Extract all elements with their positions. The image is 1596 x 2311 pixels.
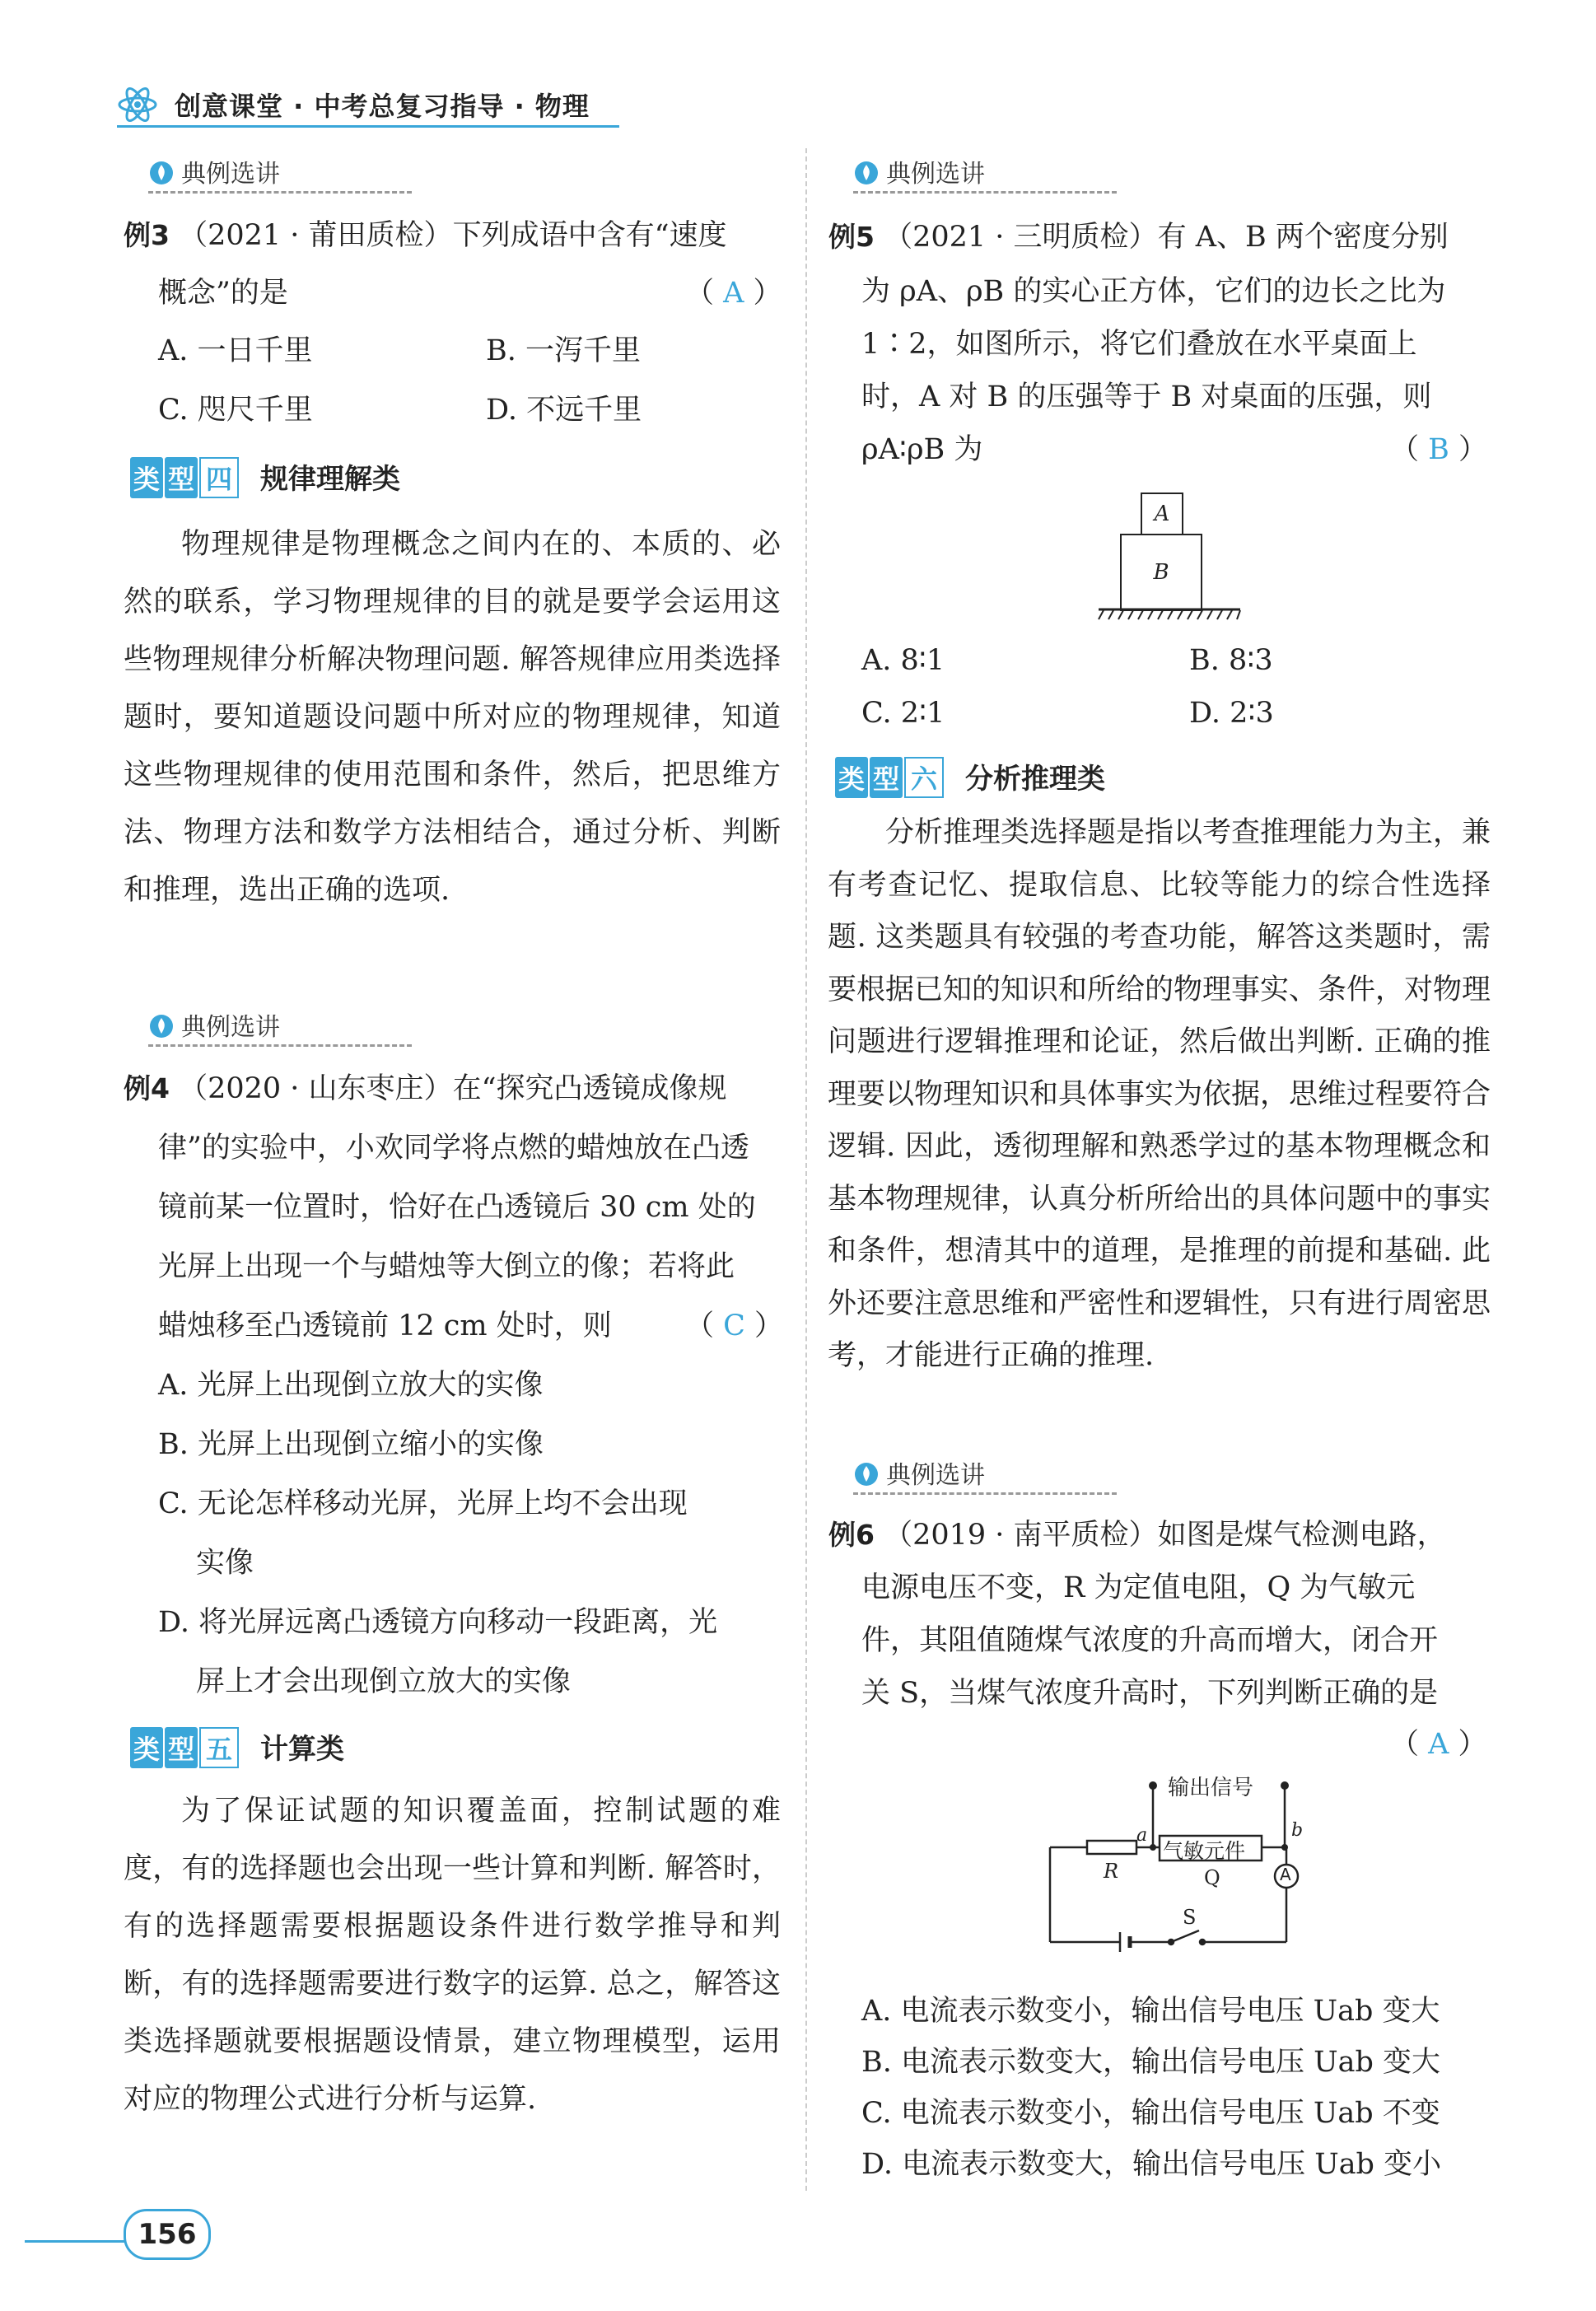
- sensor-label: 气敏元件: [1163, 1839, 1246, 1863]
- ex5-question-2: 为 ρA、ρB 的实心正方体，它们的边长之比为: [861, 275, 1446, 308]
- ex3-option-a: A. 一日千里: [158, 334, 313, 367]
- ex5-label: 例5: [828, 221, 875, 253]
- section-4-badge-2: 型: [165, 457, 198, 498]
- block-b: [1120, 534, 1202, 611]
- ex6-answer-value: A: [1428, 1728, 1449, 1761]
- flame-icon: [148, 1012, 175, 1045]
- example-tag-label: 典例选讲: [181, 1013, 280, 1042]
- section-6-badge-1: 类: [835, 757, 868, 798]
- section-6-badge-3: 六: [904, 757, 944, 798]
- flame-icon: [853, 159, 880, 192]
- ex6-option-c: C. 电流表示数变小，输出信号电压 Uab 不变: [861, 2097, 1440, 2130]
- example-tag: [853, 153, 985, 188]
- ex4-option-b: B. 光屏上出现倒立缩小的实像: [158, 1428, 544, 1461]
- section-6-heading: [835, 756, 1105, 798]
- ex3-line-1: [124, 212, 726, 254]
- ex5-source: （2021 · 三明质检）: [884, 221, 1158, 254]
- ex3-answer: （ A ）: [685, 277, 782, 310]
- stacked-blocks-figure: [1095, 486, 1244, 626]
- section-6-title: 分析推理类: [965, 763, 1106, 796]
- flame-icon: [853, 1460, 880, 1493]
- ex3-answer-value: A: [723, 277, 744, 310]
- ex6-source: （2019 · 南平质检）: [884, 1519, 1158, 1552]
- ex6-answer: （ A ）: [1390, 1728, 1487, 1761]
- block-a-label: A: [1154, 502, 1170, 526]
- ex4-option-d-2: 屏上才会出现倒立放大的实像: [196, 1665, 572, 1698]
- flame-icon: [148, 159, 175, 192]
- page-header: [117, 82, 628, 128]
- ex3-question-1: 下列成语中含有“速度: [452, 219, 727, 252]
- ex3-question-2: 概念”的是: [158, 277, 288, 310]
- table-surface: [1095, 608, 1244, 628]
- example-tag: [148, 1006, 280, 1041]
- atom-icon: [117, 86, 158, 127]
- ex5-option-a: A. 8∶1: [861, 644, 945, 677]
- ex6-question-4: 关 S，当煤气浓度升高时，下列判断正确的是: [861, 1677, 1439, 1710]
- ex6-question-1: 如图是煤气检测电路，: [1157, 1519, 1446, 1552]
- ex4-option-c-1: C. 无论怎样移动光屏，光屏上均不会出现: [158, 1487, 688, 1520]
- example-tag-label: 典例选讲: [886, 160, 985, 189]
- ex4-source: （2020 · 山东枣庄）: [179, 1072, 453, 1105]
- ex5-question-4: 时，A 对 B 的压强等于 B 对桌面的压强，则: [861, 380, 1432, 413]
- example-tag: [148, 153, 280, 188]
- ex6-option-b: B. 电流表示数变大，输出信号电压 Uab 变大: [861, 2046, 1440, 2079]
- ex5-line-1: [828, 214, 1449, 255]
- ammeter-icon: A: [1280, 1865, 1291, 1884]
- section-4-title: 规律理解类: [260, 463, 401, 496]
- section-6-badge-2: 型: [870, 757, 903, 798]
- ex4-question-4: 光屏上出现一个与蜡烛等大倒立的像；若将此: [158, 1250, 735, 1283]
- ex6-question-2: 电源电压不变，R 为定值电阻，Q 为气敏元: [861, 1571, 1416, 1604]
- example-tag: [853, 1454, 985, 1489]
- example-tag-label: 典例选讲: [181, 160, 280, 189]
- ex4-question-2: 律”的实验中，小欢同学将点燃的蜡烛放在凸透: [158, 1132, 749, 1165]
- ex5-question-3: 1∶2，如图所示，将它们叠放在水平桌面上: [861, 328, 1417, 361]
- ex4-option-c-2: 实像: [196, 1547, 254, 1580]
- ex3-option-c: C. 咫尺千里: [158, 394, 313, 427]
- ex5-option-c: C. 2∶1: [861, 697, 945, 730]
- ex6-option-d: D. 电流表示数变大，输出信号电压 Uab 变小: [861, 2148, 1442, 2181]
- ex3-label: 例3: [124, 219, 170, 251]
- ex3-option-d: D. 不远千里: [486, 394, 642, 427]
- gas-detection-circuit: [1038, 1769, 1334, 1959]
- ex6-question-3: 件，其阻值随煤气浓度的升高而增大，闭合开: [861, 1624, 1439, 1657]
- ex4-answer: （ C ）: [685, 1310, 784, 1342]
- ex6-option-a: A. 电流表示数变小，输出信号电压 Uab 变大: [861, 1995, 1440, 2028]
- ex4-label: 例4: [124, 1072, 170, 1104]
- section-5-badge-1: 类: [130, 1727, 163, 1768]
- ex5-option-b: B. 8∶3: [1189, 644, 1273, 677]
- ex4-question-5: 蜡烛移至凸透镜前 12 cm 处时，则: [158, 1310, 612, 1342]
- ex4-question-1: 在“探究凸透镜成像规: [452, 1072, 727, 1105]
- column-divider: [805, 148, 807, 2191]
- section-5-heading: [130, 1726, 344, 1768]
- ex3-line-2: [158, 270, 288, 311]
- ex4-option-d-1: D. 将光屏远离凸透镜方向移动一段距离，光: [158, 1606, 718, 1639]
- output-signal-label: 输出信号: [1168, 1776, 1254, 1800]
- ex6-label: 例6: [828, 1519, 875, 1551]
- section-6-body: 分析推理类选择题是指以考查推理能力为主，兼有考查记忆、提取信息、比较等能力的综合性选择题. 这类题具有较强的考查功能，解答这类题时，需要根据已知的知识和所给的物理事实、条件，对物理问题进行逻辑推理和论证，然后做出判断. 正确的推理要以物理知识和具体事实为依据，思维过程要符合逻辑. 因此，透彻理解和熟悉学过的基本物理概念和基本物理规律，认真分析所给出的具体问题中的事实和条件，想清其中的道理，是推理的前提和基础. 此外还要注意思维和严密性和逻辑性，只有进行周密思考，才能进行正确的推理.: [828, 816, 1491, 1372]
- ex5-answer-value: B: [1428, 433, 1449, 466]
- section-5-title: 计算类: [260, 1733, 345, 1766]
- section-4-badge-1: 类: [130, 457, 163, 498]
- section-5-badge-2: 型: [165, 1727, 198, 1768]
- section-5-badge-3: 五: [199, 1727, 239, 1768]
- ex5-question-1: 有 A、B 两个密度分别: [1157, 221, 1449, 254]
- ex4-line-1: [124, 1066, 726, 1107]
- section-4-badge-3: 四: [199, 457, 239, 498]
- ex5-option-d: D. 2∶3: [1189, 697, 1274, 730]
- ex3-source: （2021 · 莆田质检）: [179, 219, 453, 252]
- header-title: 创意课堂 · 中考总复习指导 · 物理: [175, 91, 590, 122]
- ex4-question-3: 镜前某一位置时，恰好在凸透镜后 30 cm 处的: [158, 1191, 756, 1224]
- ex4-option-a: A. 光屏上出现倒立放大的实像: [158, 1369, 544, 1402]
- block-a: [1141, 493, 1183, 535]
- section-5-body: 为了保证试题的知识覆盖面，控制试题的难度，有的选择题也会出现一些计算和判断. 解答时，有的选择题需要根据题设条件进行数学推导和判断，有的选择题需要进行数字的运算. 总之，解答这类选择题就要根据题设情景，建立物理模型，运用对应的物理公式进行分析与运算.: [124, 1795, 781, 2116]
- section-4-body: 物理规律是物理概念之间内在的、本质的、必然的联系，学习物理规律的目的就是要学会运用这些物理规律分析解决物理问题. 解答规律应用类选择题时，要知道题设问题中所对应的物理规律，知道这些物理规律的使用范围和条件，然后，把思维方法、物理方法和数学方法相结合，通过分析、判断和推理，选出正确的选项.: [124, 528, 781, 907]
- ex4-answer-value: C: [723, 1310, 745, 1342]
- page-number: 156: [124, 2209, 211, 2260]
- node-b-label: b: [1291, 1820, 1304, 1841]
- ex5-question-5: ρA∶ρB 为: [861, 433, 983, 466]
- ex6-line-1: [828, 1512, 1446, 1553]
- ex3-option-b: B. 一泻千里: [486, 334, 641, 367]
- block-b-label: B: [1153, 560, 1169, 585]
- example-tag-label: 典例选讲: [886, 1461, 985, 1490]
- switch-label: S: [1183, 1906, 1197, 1929]
- sensor-q-label: Q: [1204, 1866, 1220, 1889]
- ex5-answer: （ B ）: [1390, 433, 1488, 466]
- resistor-label: R: [1104, 1860, 1119, 1883]
- section-4-heading: [130, 456, 400, 498]
- header-underline: [117, 125, 619, 128]
- node-a-label: a: [1136, 1825, 1148, 1846]
